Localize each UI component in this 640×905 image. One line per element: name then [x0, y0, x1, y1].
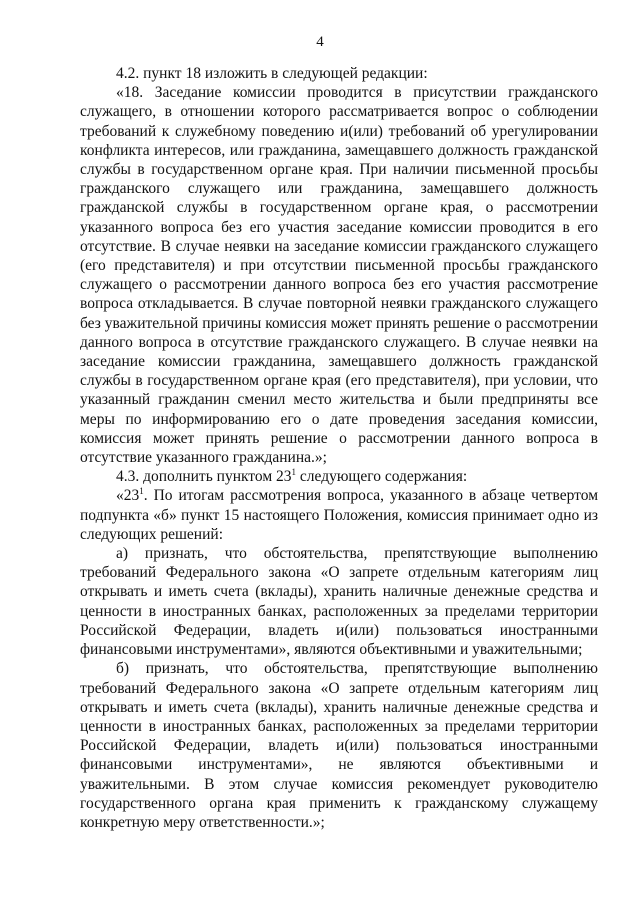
superscript: 1: [291, 467, 297, 478]
page-number: 4: [316, 34, 324, 50]
paragraph-18-text: «18. Заседание комиссии проводится в присутствии гражданского служащего, в отношении которого рассматривается вопрос о соблюдении требований к служебному поведению и(или) требований об урегулировании конфликта интересов, или гражданина, замещавшего должность гражданской службы в государственном органе края. При наличии письменной просьбы гражданского служащего или гражданина, замещавшего должность гражданской службы в государственном органе края, о рассмотрении указанного вопроса без его участия заседание комиссии проводится в его отсутствие. В случае неявки на заседание комиссии гражданского служащего (его представителя) и при отсутствии письменной просьбы гражданского служащего о рассмотрении данного вопроса без его участия рассмотрение вопроса откладывается. В случае повторной неявки гражданского служащего без уважительной причины комиссия может принять решение о рассмотрении данного вопроса в отсутствие гражданского служащего. В случае неявки на заседание комиссии гражданина, замещавшего должность гражданской службы в государственном органе края (его представителя), при условии, что указанный гражданин сменил место жительства и были предприняты все меры по информированию его о дате проведения заседания комиссии, комиссия может принять решение о рассмотрении данного вопроса в отсутствие указанного гражданина.»;: [80, 84, 598, 467]
paragraph-4-3-text: 4.3. дополнить пунктом 23: [116, 468, 292, 486]
superscript: 1: [139, 486, 144, 497]
paragraph-23-1-text: . По итогам рассмотрения вопроса, указанного в абзаце четвертом подпункта «б» пункт 15 настоящего Положения, комиссия принимает одно из следующих решений:: [80, 487, 598, 543]
paragraph-4-3-tail: следующего содержания:: [296, 468, 468, 486]
paragraph-4-3: [80, 467, 598, 486]
paragraph-23-1-start: «23: [116, 487, 140, 505]
document-body: [80, 64, 598, 832]
paragraph-4-2: 4.2. пункт 18 изложить в следующей редакции:: [116, 65, 428, 82]
paragraph-23-1: [80, 486, 598, 544]
paragraph-item-a: а) признать, что обстоятельства, препятствующие выполнению требований Федерального закона «О запрете отдельным категориям лиц открывать и иметь счета (вклады), хранить наличные денежные средства и ценности в иностранных банках, расположенных за пределами территории Российской Федерации, владеть и(или) пользоваться иностранными финансовыми инструментами», являются объективными и уважительными;: [80, 545, 598, 659]
paragraph-item-b: б) признать, что обстоятельства, препятствующие выполнению требований Федерального закона «О запрете отдельным категориям лиц открывать и иметь счета (вклады), хранить наличные денежные средства и ценности в иностранных банках, расположенных за пределами территории Российской Федерации, владеть и(или) пользоваться иностранными финансовыми инструментами», не являются объективными и уважительными. В этом случае комиссия рекомендует руководителю государственного органа края применить к гражданскому служащему конкретную меру ответственности.»;: [80, 660, 598, 831]
